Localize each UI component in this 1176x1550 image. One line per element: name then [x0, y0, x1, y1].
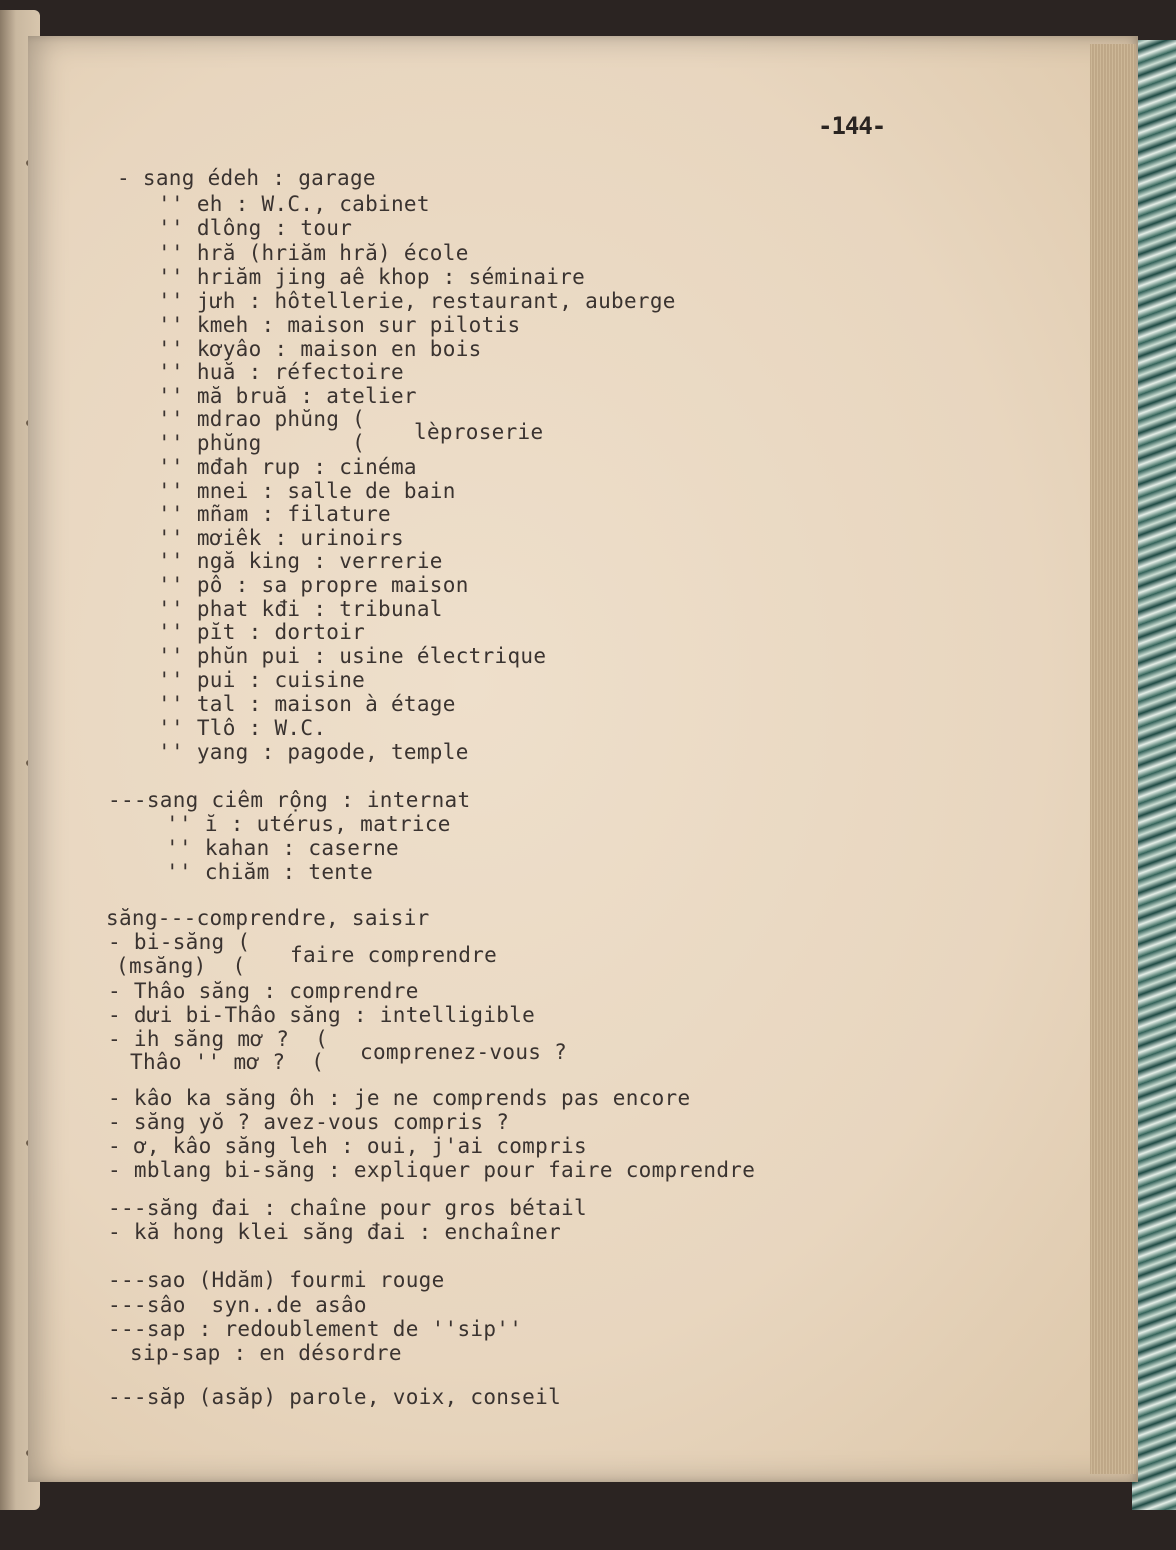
text-line: '' tal : maison à étage: [158, 692, 456, 716]
text-line: '' huă : réfectoire: [158, 360, 404, 384]
text-line: '' ĭ : utérus, matrice: [166, 812, 451, 836]
text-line: '' kahan : caserne: [166, 836, 399, 860]
text-line: comprenez-vous ?: [360, 1040, 568, 1064]
text-line: ---săp (asăp) parole, voix, conseil: [108, 1385, 562, 1409]
text-line: lèproserie: [414, 420, 544, 444]
text-line: sip-sap : en désordre: [130, 1341, 402, 1365]
text-line: '' pui : cuisine: [158, 668, 366, 692]
marbled-cover-edge: [1132, 40, 1176, 1510]
text-line: '' mdrao phŭng (: [158, 407, 366, 431]
text-line: '' mơiêk : urinoirs: [158, 526, 404, 550]
text-line: '' jưh : hôtellerie, restaurant, auberge: [158, 289, 676, 313]
text-line: '' phat kđi : tribunal: [158, 597, 443, 621]
text-line: faire comprendre: [290, 943, 498, 967]
text-line: '' pô : sa propre maison: [158, 573, 469, 597]
text-line: - sang édeh : garage: [117, 166, 376, 190]
text-line: '' kơyâo : maison en bois: [158, 337, 482, 361]
text-line: - dưi bi-Thâo săng : intelligible: [108, 1003, 536, 1027]
text-line: ---sang ciêm rộng : internat: [108, 788, 471, 812]
text-line: - mblang bi-săng : expliquer pour faire comprendre: [108, 1158, 756, 1182]
text-line: (msăng) (: [116, 954, 246, 978]
text-line: ---sap : redoublement de ''sip'': [108, 1317, 523, 1341]
text-line: '' Tlô : W.C.: [158, 716, 327, 740]
text-line: - Thâo săng : comprendre: [108, 979, 419, 1003]
text-line: '' eh : W.C., cabinet: [158, 192, 430, 216]
text-line: - bi-săng (: [108, 930, 251, 954]
page-number: -144-: [818, 112, 886, 140]
text-line: '' ngă king : verrerie: [158, 549, 443, 573]
text-line: '' mđah rup : cinéma: [158, 455, 417, 479]
text-line: ---săng đai : chaîne pour gros bétail: [108, 1196, 587, 1220]
text-line: - ơ, kâo săng leh : oui, j'ai compris: [108, 1134, 587, 1158]
text-line: - kă hong klei săng đai : enchaîner: [108, 1220, 562, 1244]
text-line: '' phŭn pui : usine électrique: [158, 644, 547, 668]
text-line: '' mă bruă : atelier: [158, 384, 417, 408]
text-line: - ih săng mơ ? (: [108, 1027, 329, 1051]
text-line: '' chiăm : tente: [166, 860, 374, 884]
text-line: ---sao (Hdăm) fourmi rouge: [108, 1268, 445, 1292]
text-line: '' hriăm jing aê khop : séminaire: [158, 265, 586, 289]
text-line: Thâo '' mơ ? (: [130, 1050, 325, 1074]
text-line: '' mnei : salle de bain: [158, 479, 456, 503]
text-line: '' phŭng (: [158, 431, 366, 455]
text-line: '' hră (hriăm hră) école: [158, 241, 469, 265]
text-line: ---sâo syn..de asâo: [108, 1293, 367, 1317]
text-line: - săng yŏ ? avez-vous compris ?: [108, 1110, 510, 1134]
text-line: '' kmeh : maison sur pilotis: [158, 313, 521, 337]
text-line: '' dlông : tour: [158, 216, 353, 240]
text-line: - kâo ka săng ôh : je ne comprends pas encore: [108, 1086, 691, 1110]
text-line: '' pĭt : dortoir: [158, 620, 366, 644]
text-line: '' yang : pagode, temple: [158, 740, 469, 764]
page-stack-edge: [1090, 44, 1136, 1474]
text-line: săng---comprendre, saisir: [106, 906, 430, 930]
text-line: '' mñam : filature: [158, 502, 391, 526]
